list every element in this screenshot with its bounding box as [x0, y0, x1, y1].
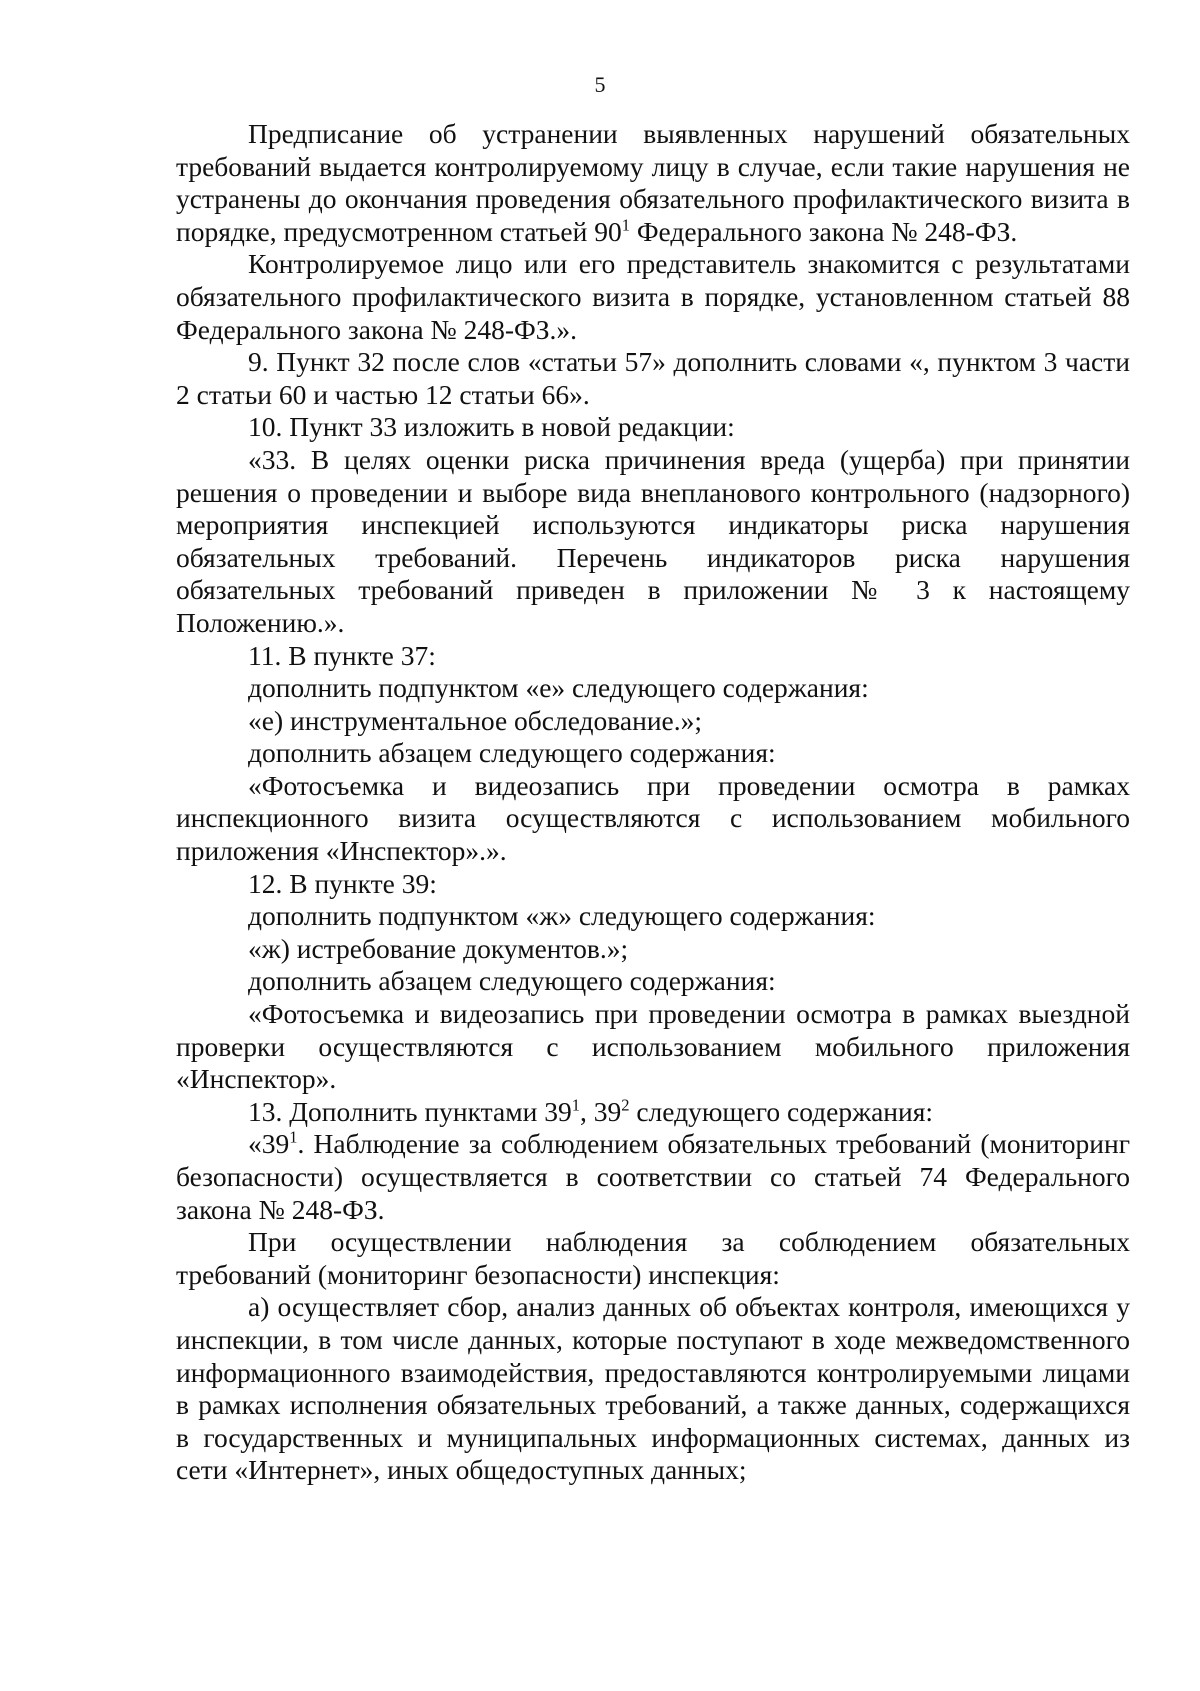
paragraph-photo-field-inspection: «Фотосъемка и видеозапись при проведении осмотра в рамках выездной проверки осуществляются с использованием мобильного приложения «Инспектор».: [176, 998, 1130, 1095]
paragraph-add-subitem-zh: дополнить подпунктом «ж» следующего содержания:: [248, 900, 876, 932]
paragraph-text: , 39: [579, 1095, 622, 1127]
paragraph-order-issuance: [176, 118, 1130, 248]
paragraph-monitoring-intro: При осуществлении наблюдения за соблюдением обязательных требований (мониторинг безопасности) инспекция:: [176, 1226, 1130, 1290]
paragraph-text: «39: [248, 1128, 290, 1160]
paragraph-add-clause: дополнить абзацем следующего содержания:: [248, 965, 776, 997]
superscript: 1: [571, 1095, 580, 1115]
superscript: 1: [289, 1127, 298, 1147]
page-number: 5: [594, 72, 606, 97]
paragraph-subitem-zh: «ж) истребование документов.»;: [248, 932, 629, 964]
superscript: 2: [621, 1095, 630, 1115]
paragraph-text: следующего содержания:: [629, 1095, 934, 1127]
paragraph-add-subitem-e: дополнить подпунктом «е» следующего содержания:: [248, 672, 869, 704]
paragraph-subitem-a: а) осуществляет сбор, анализ данных об объектах контроля, имеющихся у инспекции, в том числе данных, которые поступают в ходе межведомственного информационного взаимодействия, предоставляются контролируемыми лицами в рамках исполнения обязательных требований, а также данных, содержащихся в государственных и муниципальных информационных системах, данных из сети «Интернет», иных общедоступных данных;: [176, 1291, 1130, 1486]
paragraph-results-familiarization: Контролируемое лицо или его представитель знакомится с результатами обязательного профилактического визита в порядке, установленном статьей 88 Федерального закона № 248-ФЗ.».: [176, 248, 1130, 345]
paragraph-subitem-e: «е) инструментальное обследование.»;: [248, 704, 703, 736]
paragraph-text: Федерального закона № 248-ФЗ.: [629, 215, 1018, 247]
document-body: [176, 118, 1130, 1487]
paragraph-point-33: «33. В целях оценки риска причинения вреда (ущерба) при принятии решения о проведении и выборе вида внепланового контрольного (надзорного) мероприятия инспекцией используются индикаторы риска нарушения обязательных требований. Перечень индикаторов риска нарушения обязательных требований приведен в приложении № 3 к настоящему Положению.».: [176, 443, 1130, 638]
paragraph-add-clause: дополнить абзацем следующего содержания:: [248, 737, 776, 769]
paragraph-item-11: 11. В пункте 37:: [248, 639, 436, 671]
paragraph-item-9: 9. Пункт 32 после слов «статьи 57» дополнить словами «, пунктом 3 части 2 статьи 60 и частью 12 статьи 66».: [176, 346, 1130, 410]
paragraph-text: Предписание об устранении выявленных нарушений обязательных требований выдается контролируемому лицу в случае, если такие нарушения не устранены до окончания проведения обязательного профилактического визита в порядке, предусмотренном статьей 90: [176, 118, 1130, 247]
paragraph-text: 13. Дополнить пунктами 39: [248, 1095, 572, 1127]
paragraph-photo-inspection-visit: «Фотосъемка и видеозапись при проведении осмотра в рамках инспекционного визита осуществляются с использованием мобильного приложения «Инспектор».».: [176, 769, 1130, 867]
paragraph-point-39-1: [176, 1128, 1130, 1226]
paragraph-item-13: [176, 1096, 1130, 1129]
paragraph-item-12: 12. В пункте 39:: [248, 867, 437, 899]
paragraph-item-10: 10. Пункт 33 изложить в новой редакции:: [248, 411, 735, 443]
paragraph-text: . Наблюдение за соблюдением обязательных требований (мониторинг безопасности) осуществляется в соответствии со статьей 74 Федерального закона № 248-ФЗ.: [176, 1128, 1130, 1225]
superscript: 1: [621, 215, 630, 235]
